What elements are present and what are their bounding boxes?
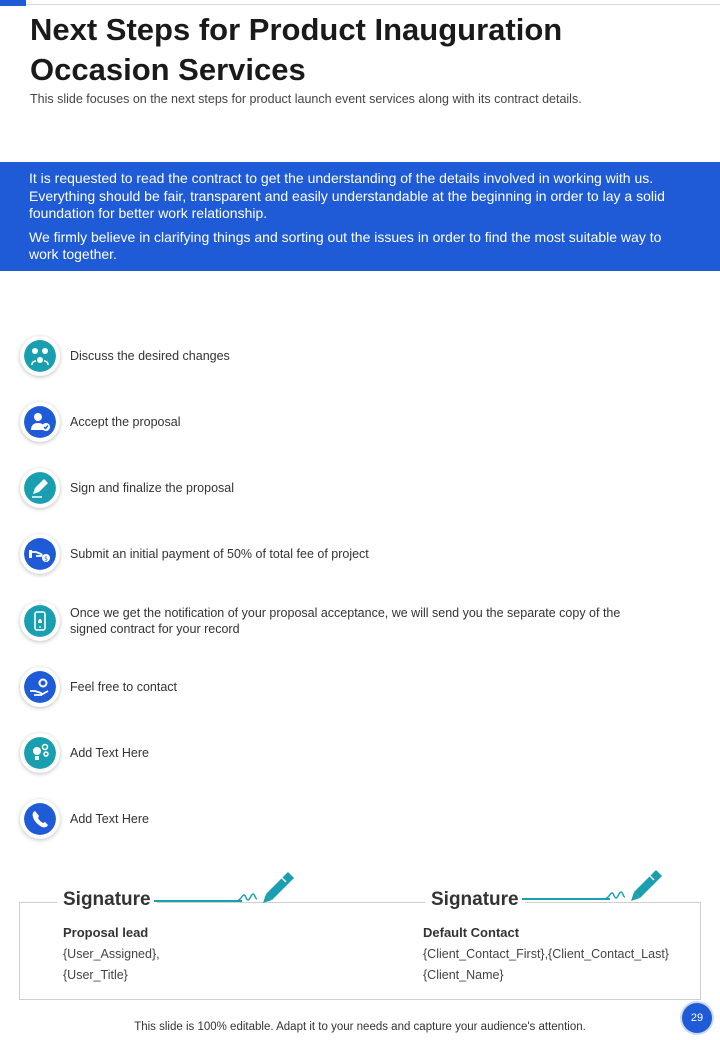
step-item <box>20 534 660 574</box>
pen-signature-icon <box>604 866 666 906</box>
step-item <box>20 799 660 839</box>
step-label: Add Text Here <box>70 812 149 826</box>
footer-note: This slide is 100% editable. Adapt it to your needs and capture your audience's attention. <box>134 1021 586 1033</box>
step-label: Sign and finalize the proposal <box>70 481 235 495</box>
signature-line <box>522 898 610 900</box>
icon-badge <box>20 667 60 707</box>
signature-detail: {User_Assigned}, <box>63 947 160 961</box>
icon-badge <box>20 468 60 508</box>
step-label: Discuss the desired changes <box>70 349 230 363</box>
icon-badge <box>20 402 60 442</box>
icon-badge <box>20 601 60 641</box>
signature-detail: {Client_Contact_First},{Client_Contact_Last} <box>423 947 669 961</box>
signature-heading-proposal-lead: Signature <box>57 889 157 911</box>
intro-banner <box>0 162 720 271</box>
team-discussion-icon <box>24 340 56 372</box>
hand-gear-icon <box>24 671 56 703</box>
step-item <box>20 733 660 773</box>
user-check-icon <box>24 406 56 438</box>
top-rule <box>26 4 720 5</box>
page-number-badge: 29 <box>682 1003 712 1033</box>
signature-role: Default Contact <box>423 925 520 940</box>
banner-paragraph-2: We firmly believe in clarifying things and sorting out the issues in order to find the most suitable way to work together. <box>29 228 662 262</box>
step-item <box>20 667 660 707</box>
signature-detail: {Client_Name} <box>423 968 504 982</box>
payment-hand-icon <box>24 538 56 570</box>
pen-signature-icon <box>236 868 298 908</box>
step-label: Add Text Here <box>70 746 149 760</box>
step-label: Feel free to contact <box>70 680 178 694</box>
icon-badge <box>20 799 60 839</box>
phone-notification-icon <box>24 605 56 637</box>
step-item <box>20 402 660 442</box>
step-label: Accept the proposal <box>70 415 181 429</box>
pen-sign-icon <box>24 472 56 504</box>
signature-heading-default-contact: Signature <box>425 889 525 911</box>
icon-badge <box>20 336 60 376</box>
phone-call-icon <box>24 803 56 835</box>
top-accent-bar <box>0 0 26 6</box>
ideas-gears-icon <box>24 737 56 769</box>
signature-line <box>154 900 242 902</box>
banner-paragraph-1: It is requested to read the contract to get the understanding of the details involved in working with us. Everything should be fair, transparent and easily understandable at the beginning in order to lay a solid foundation for better work relationship. <box>29 170 665 221</box>
signature-role: Proposal lead <box>63 925 149 940</box>
step-label: Submit an initial payment of 50% of total fee of project <box>70 547 369 561</box>
step-item <box>20 468 660 508</box>
step-item <box>20 601 660 641</box>
step-label: Once we get the notification of your proposal acceptance, we will send you the separate copy of the signed contract for your record <box>70 606 621 636</box>
icon-badge <box>20 534 60 574</box>
svg-text:$: $ <box>44 555 48 563</box>
page-title: Next Steps for Product Inauguration Occasion Services <box>30 12 563 87</box>
signature-detail: {User_Title} <box>63 968 128 982</box>
page-subtitle: This slide focuses on the next steps for product launch event services along with its contract details. <box>30 92 582 106</box>
icon-badge <box>20 733 60 773</box>
step-item <box>20 336 660 376</box>
